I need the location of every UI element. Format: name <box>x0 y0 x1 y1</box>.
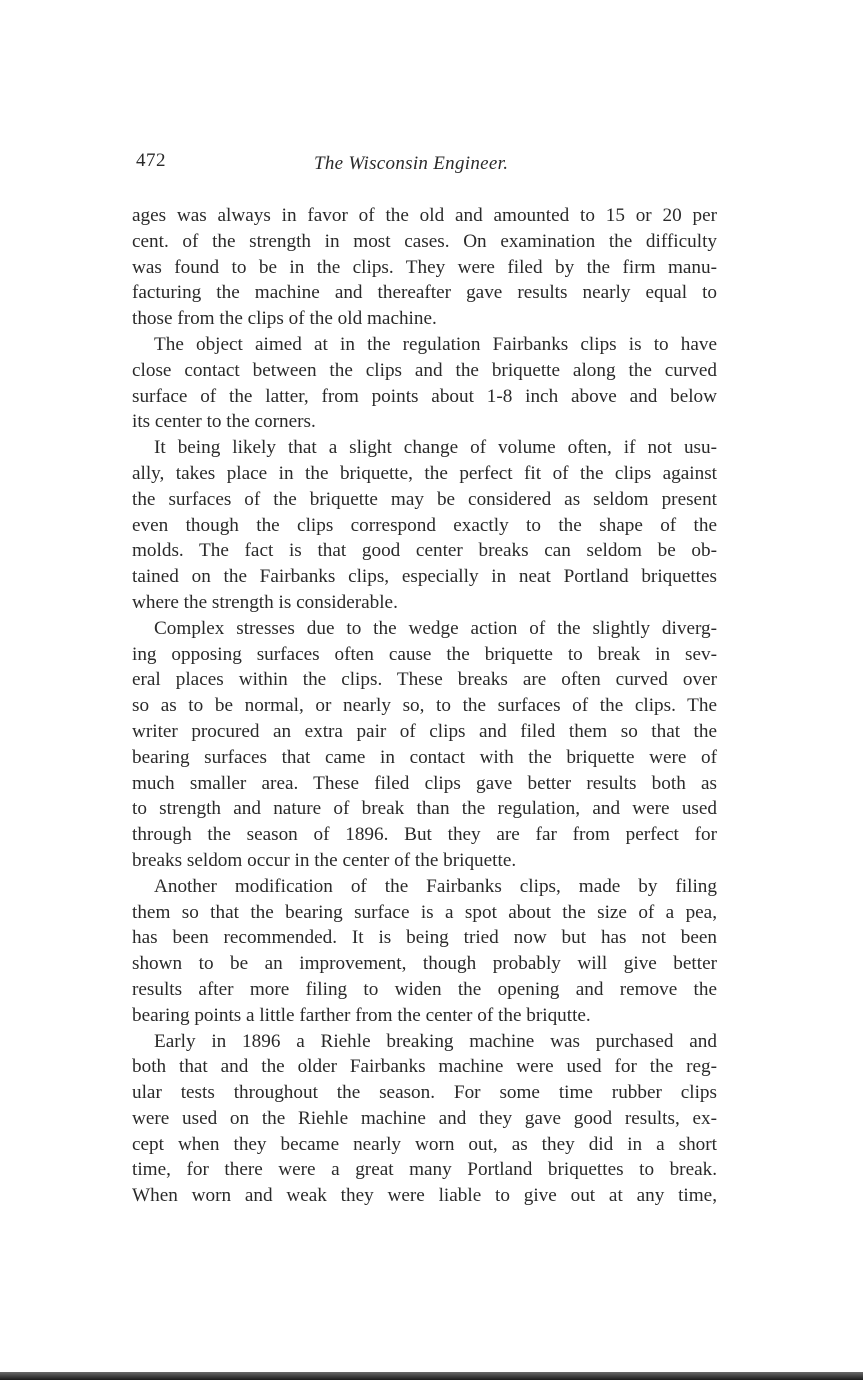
text-line: ular tests throughout the season. For some time rubber clips <box>132 1082 717 1104</box>
page-header <box>136 150 716 180</box>
text-line: tained on the Fairbanks clips, especially in neat Portland briquettes <box>132 566 717 588</box>
text-line: cept when they became nearly worn out, as they did in a short <box>132 1133 717 1155</box>
text-line: bearing points a little farther from the center of the briqutte. <box>132 1004 591 1026</box>
body-text <box>132 203 717 1209</box>
text-line: molds. The fact is that good center breaks can seldom be ob- <box>132 540 717 562</box>
text-line: ing opposing surfaces often cause the briquette to break in sev- <box>132 643 717 665</box>
text-line: even though the clips correspond exactly to the shape of the <box>132 514 717 536</box>
text-line: Another modification of the Fairbanks clips, made by filing <box>154 875 717 897</box>
text-line: writer procured an extra pair of clips and filed them so that the <box>132 720 717 742</box>
text-line: its center to the corners. <box>132 411 316 433</box>
text-line: bearing surfaces that came in contact with the briquette were of <box>132 746 717 768</box>
text-line: ages was always in favor of the old and amounted to 15 or 20 per <box>132 205 717 226</box>
text-line: When worn and weak they were liable to give out at any time, <box>132 1185 717 1207</box>
text-line: were used on the Riehle machine and they gave good results, ex- <box>132 1107 717 1129</box>
running-title: The Wisconsin Engineer. <box>314 153 509 174</box>
scan-edge-rule <box>0 1372 863 1380</box>
text-line: much smaller area. These filed clips gave better results both as <box>132 772 717 794</box>
text-line: surface of the latter, from points about 1-8 inch above and below <box>132 385 717 407</box>
page-number: 472 <box>136 150 166 171</box>
text-line: shown to be an improvement, though probably will give better <box>132 953 717 975</box>
text-line: so as to be normal, or nearly so, to the surfaces of the clips. The <box>132 695 717 717</box>
text-line: results after more filing to widen the opening and remove the <box>132 978 717 1000</box>
text-line: through the season of 1896. But they are far from perfect for <box>132 824 717 846</box>
text-line: cent. of the strength in most cases. On examination the difficulty <box>132 230 717 252</box>
text-line: to strength and nature of break than the regulation, and were used <box>132 798 717 820</box>
text-line: them so that the bearing surface is a spot about the size of a pea, <box>132 901 717 923</box>
text-line: the surfaces of the briquette may be considered as seldom present <box>132 488 717 510</box>
text-line: where the strength is considerable. <box>132 591 398 613</box>
text-line: It being likely that a slight change of volume often, if not usu- <box>154 437 717 459</box>
text-line: time, for there were a great many Portland briquettes to break. <box>132 1159 717 1181</box>
text-line: has been recommended. It is being tried now but has not been <box>132 927 717 949</box>
text-line: those from the clips of the old machine. <box>132 308 437 330</box>
text-line: breaks seldom occur in the center of the briquette. <box>132 849 517 871</box>
text-line: was found to be in the clips. They were filed by the firm manu- <box>132 256 717 278</box>
text-line: facturing the machine and thereafter gave results nearly equal to <box>132 282 717 304</box>
text-line: Early in 1896 a Riehle breaking machine was purchased and <box>154 1030 717 1052</box>
text-line: ally, takes place in the briquette, the perfect fit of the clips against <box>132 462 717 484</box>
text-line: close contact between the clips and the briquette along the curved <box>132 359 717 381</box>
text-line: Complex stresses due to the wedge action of the slightly diverg- <box>154 617 717 639</box>
text-line: both that and the older Fairbanks machine were used for the reg- <box>132 1056 717 1078</box>
text-line: eral places within the clips. These breaks are often curved over <box>132 669 717 691</box>
text-line: The object aimed at in the regulation Fairbanks clips is to have <box>154 333 717 355</box>
